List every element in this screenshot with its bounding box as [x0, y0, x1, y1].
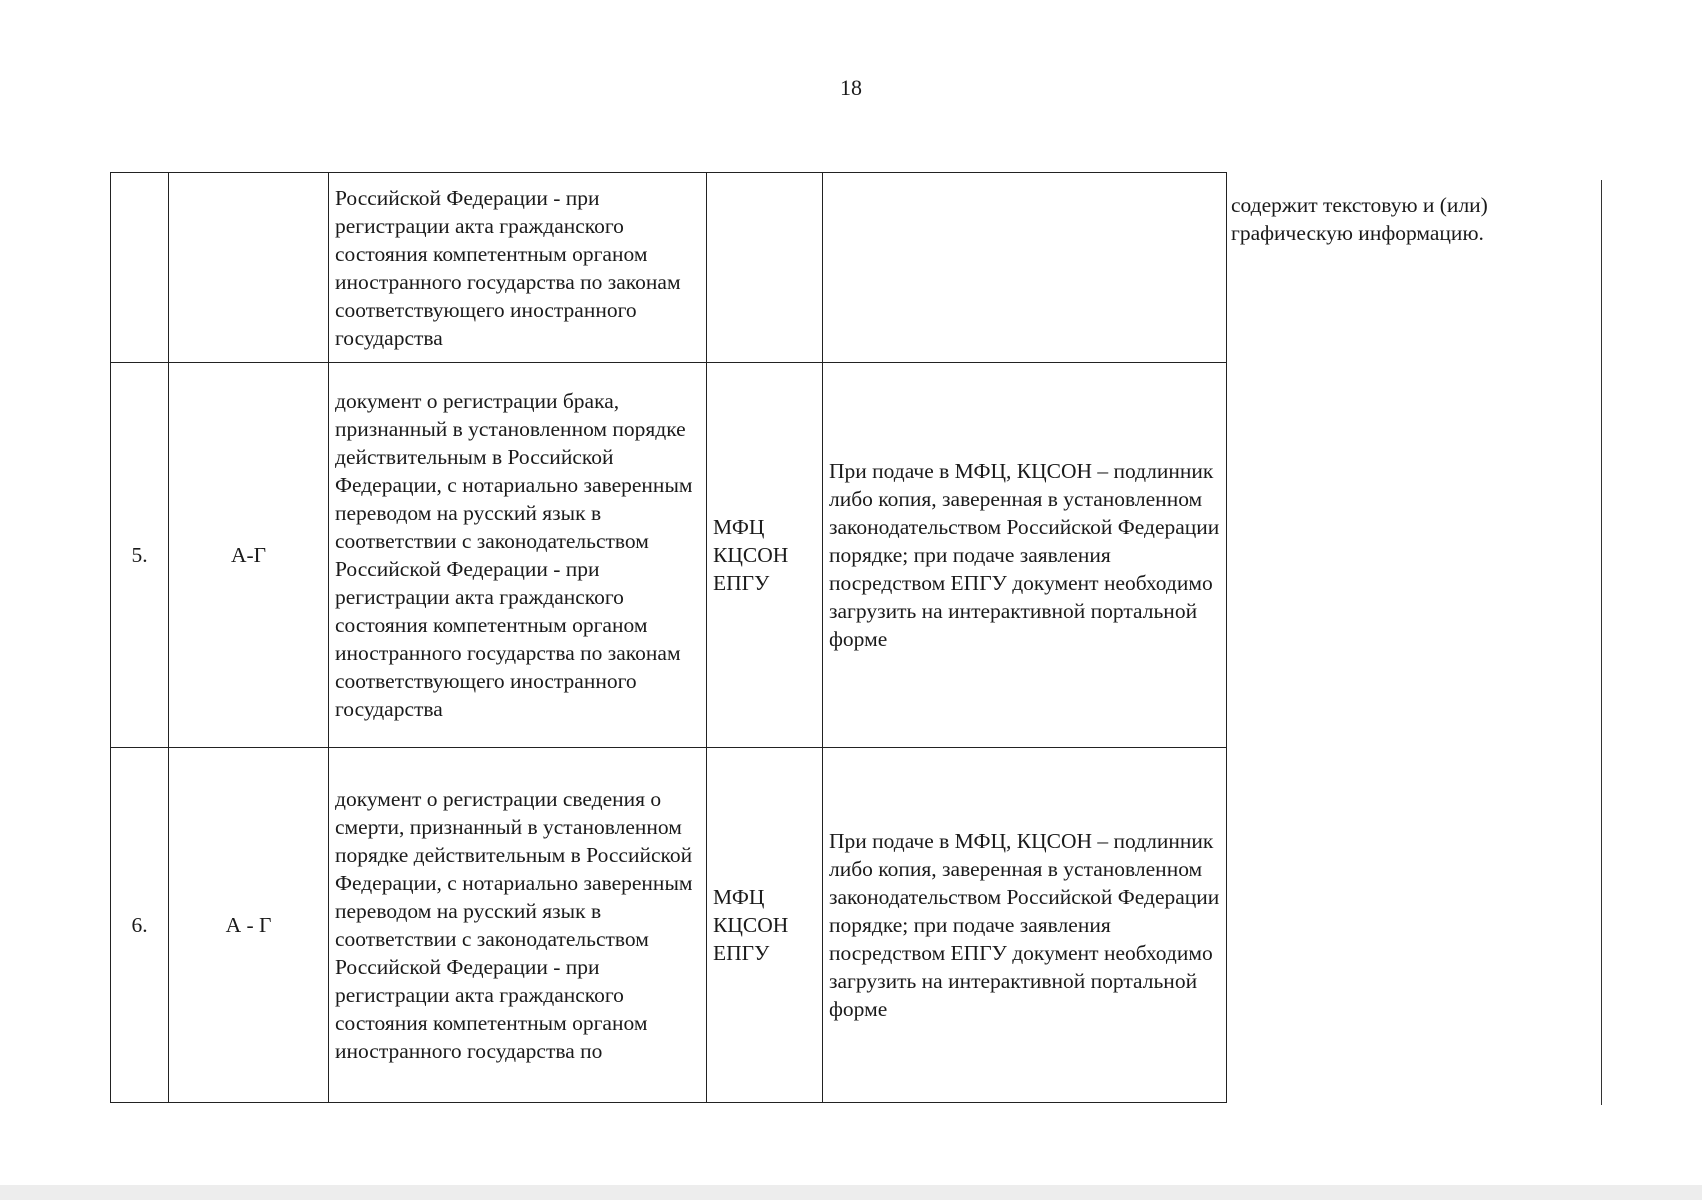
row-form-range: А - Г [169, 748, 329, 1103]
row-submission-place [707, 363, 823, 748]
scan-bottom-edge [0, 1185, 1702, 1200]
place-mfc: МФЦ [713, 885, 765, 909]
row-submission-place [707, 748, 823, 1103]
documents-table [110, 172, 1227, 1103]
row-document-description: Российской Федерации - при регистрации акта гражданского состояния компетентным органом иностранного государства по законам соответствующего иностранного государства [329, 173, 707, 363]
row-document-description: документ о регистрации сведения о смерти, признанный в установленном порядке действительным в Российской Федерации, с нотариально заверенным переводом на русский язык в соответствии с законодательством Российской Федерации - при регистрации акта гражданского состояния компетентным органом иностранного государства по [329, 748, 707, 1103]
page-number: 18 [840, 75, 862, 100]
row-number: 6. [111, 748, 169, 1103]
place-mfc: МФЦ [713, 515, 765, 539]
table-row [111, 748, 1227, 1103]
row-submission-note [823, 173, 1227, 363]
row-submission-note: При подаче в МФЦ, КЦСОН – подлинник либо копия, заверенная в установленном законодательством Российской Федерации порядке; при подаче заявления посредством ЕПГУ документ необходимо загрузить на интерактивной портальной форме [823, 363, 1227, 748]
table-row [111, 173, 1227, 363]
row-document-description: документ о регистрации брака, признанный в установленном порядке действительным в Российской Федерации, с нотариально заверенным переводом на русский язык в соответствии с законодательством Российской Федерации - при регистрации акта гражданского состояния компетентным органом иностранного государства по законам соответствующего иностранного государства [329, 363, 707, 748]
place-kcson: КЦСОН [713, 543, 789, 567]
table-row [111, 363, 1227, 748]
row-number: 5. [111, 363, 169, 748]
right-column-text: содержит текстовую и (или) графическую информацию. [1231, 193, 1488, 245]
place-epgu: ЕПГУ [713, 571, 770, 595]
row-form-range: А-Г [169, 363, 329, 748]
row-form-range [169, 173, 329, 363]
place-epgu: ЕПГУ [713, 941, 770, 965]
place-kcson: КЦСОН [713, 913, 789, 937]
row-submission-place [707, 173, 823, 363]
row-number [111, 173, 169, 363]
right-column-border [1601, 180, 1602, 1105]
row-submission-note: При подаче в МФЦ, КЦСОН – подлинник либо копия, заверенная в установленном законодательством Российской Федерации порядке; при подаче заявления посредством ЕПГУ документ необходимо загрузить на интерактивной портальной форме [823, 748, 1227, 1103]
